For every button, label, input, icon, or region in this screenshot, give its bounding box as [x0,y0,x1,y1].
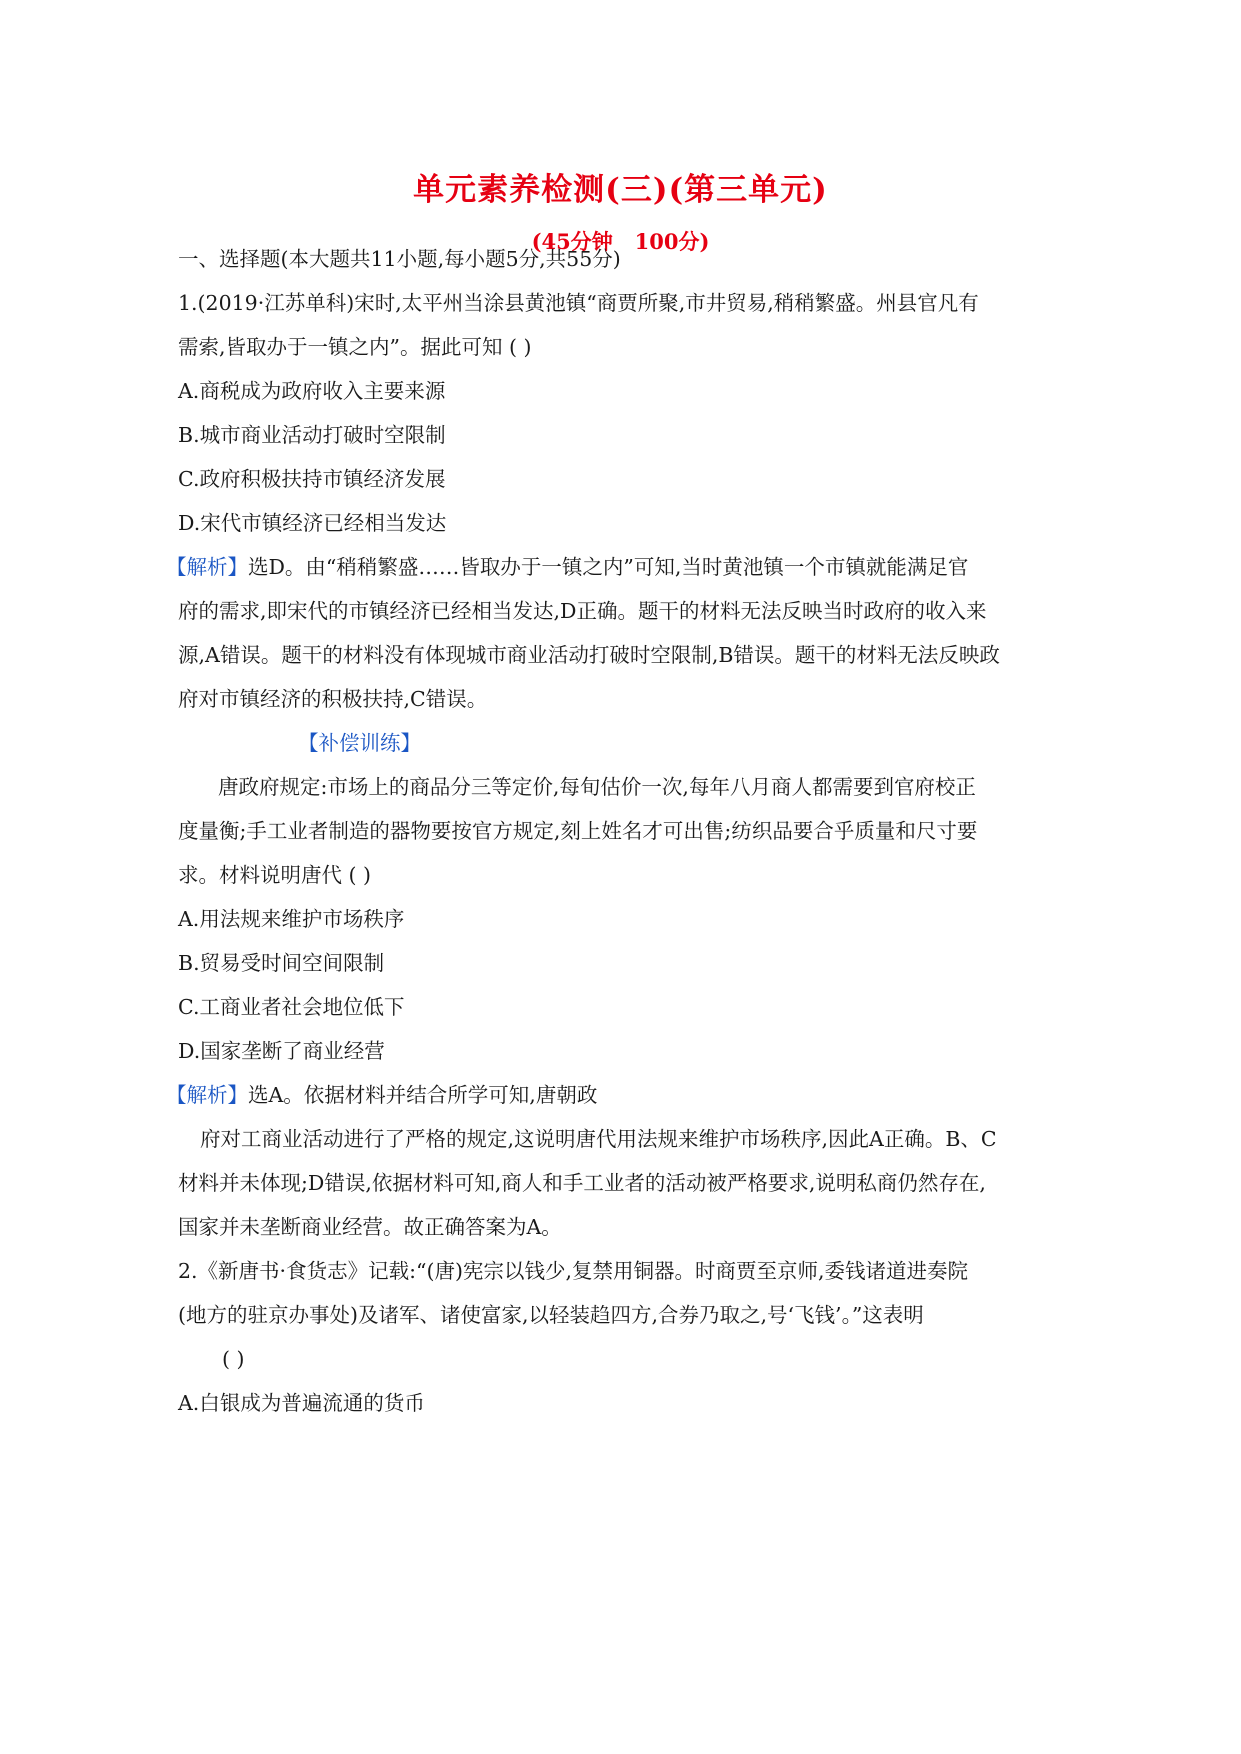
q2-answer-bracket: ( ) [222,1347,245,1371]
supplement-option-a: A.用法规来维护市场秩序 [178,907,405,931]
q1-option-a: A.商税成为政府收入主要来源 [178,379,446,403]
supplement-option-c: C.工商业者社会地位低下 [178,995,405,1019]
q1-stem-line-1: 1.(2019·江苏单科)宋时,太平州当涂县黄池镇“商贾所聚,市井贸易,稍稍繁盛。州县官凡有 [178,291,979,315]
supplement-analysis-line-4: 国家并未垄断商业经营。故正确答案为A。 [178,1215,562,1239]
supplement-analysis-line-2: 府对工商业活动进行了严格的规定,这说明唐代用法规来维护市场秩序,因此A正确。B、C [200,1127,997,1151]
q2-stem-line-2: (地方的驻京办事处)及诸军、诸使富家,以轻装趋四方,合券乃取之,号‘飞钱’。”这表明 [178,1303,924,1327]
q1-analysis-line-4: 府对市镇经济的积极扶持,C错误。 [178,687,488,711]
supplement-analysis-tag: 【解析】 [166,1083,248,1107]
q1-analysis-line-1 [166,552,1056,582]
q1-option-c: C.政府积极扶持市镇经济发展 [178,467,446,491]
q1-analysis-line-3: 源,A错误。题干的材料没有体现城市商业活动打破时空限制,B错误。题干的材料无法反映政 [178,643,1000,667]
supplement-analysis-first: 选A。依据材料并结合所学可知,唐朝政 [248,1083,598,1107]
q1-option-d: D.宋代市镇经济已经相当发达 [178,511,447,535]
q1-analysis-line-2: 府的需求,即宋代的市镇经济已经相当发达,D正确。题干的材料无法反映当时政府的收入来 [178,599,987,623]
q1-option-b: B.城市商业活动打破时空限制 [178,423,446,447]
supplement-stem-line-3: 求。材料说明唐代 ( ) [178,863,372,887]
document-subtitle: (45分钟 100分) [531,229,710,254]
supplement-analysis-line-3: 材料并未体现;D错误,依据材料可知,商人和手工业者的活动被严格要求,说明私商仍然存在, [178,1171,986,1195]
q1-stem-line-2: 需索,皆取办于一镇之内”。据此可知 ( ) [178,335,532,359]
q2-option-a: A.白银成为普遍流通的货币 [178,1391,425,1415]
supplement-option-d: D.国家垄断了商业经营 [178,1039,385,1063]
section-heading: 一、选择题(本大题共11小题,每小题5分,共55分) [178,247,621,271]
supplement-analysis-line-1 [166,1080,1056,1110]
q2-stem-line-1: 2.《新唐书·食货志》记载:“(唐)宪宗以钱少,复禁用铜器。时商贾至京师,委钱诸道进奏院 [178,1259,968,1283]
q1-analysis-tag: 【解析】 [166,555,248,579]
supplement-stem-line-1: 唐政府规定:市场上的商品分三等定价,每旬估价一次,每年八月商人都需要到官府校正 [218,775,976,799]
supplement-option-b: B.贸易受时间空间限制 [178,951,385,975]
supplement-tag: 【补偿训练】 [298,731,421,755]
supplement-stem-line-2: 度量衡;手工业者制造的器物要按官方规定,刻上姓名才可出售;纺织品要合乎质量和尺寸要 [178,819,978,843]
q1-analysis-text: 选D。由“稍稍繁盛……皆取办于一镇之内”可知,当时黄池镇一个市镇就能满足官 [248,555,969,579]
document-title: 单元素养检测(三)(第三单元) [413,172,828,208]
